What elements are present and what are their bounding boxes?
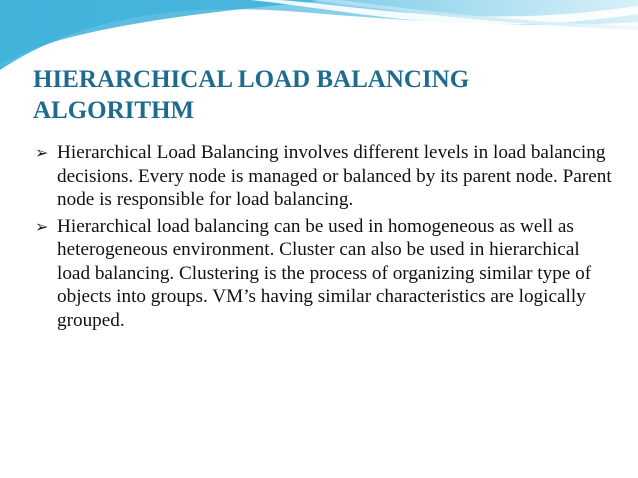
bullet-item (33, 141, 613, 212)
bullet-list (33, 141, 613, 335)
slide-title-line-2: ALGORITHM (33, 97, 195, 124)
slide-title-line-1: HIERARCHICAL LOAD BALANCING (33, 66, 470, 93)
bullet-text: Hierarchical load balancing can be used in homogeneous as well as heterogeneous environment. Cluster can also be used in hierarchical load balancing. Clustering is the process of organizing similar type of objects into groups. VM’s having similar characteristics are logically grouped. (57, 215, 592, 331)
bullet-item (33, 215, 613, 333)
slide-title (33, 64, 613, 126)
arrowhead-bullet-icon: ➢ (35, 143, 49, 162)
bullet-text: Hierarchical Load Balancing involves different levels in load balancing decisions. Every node is managed or balanced by its parent node. Parent node is responsible for load balancing. (57, 142, 612, 210)
arrowhead-bullet-icon: ➢ (35, 216, 49, 236)
